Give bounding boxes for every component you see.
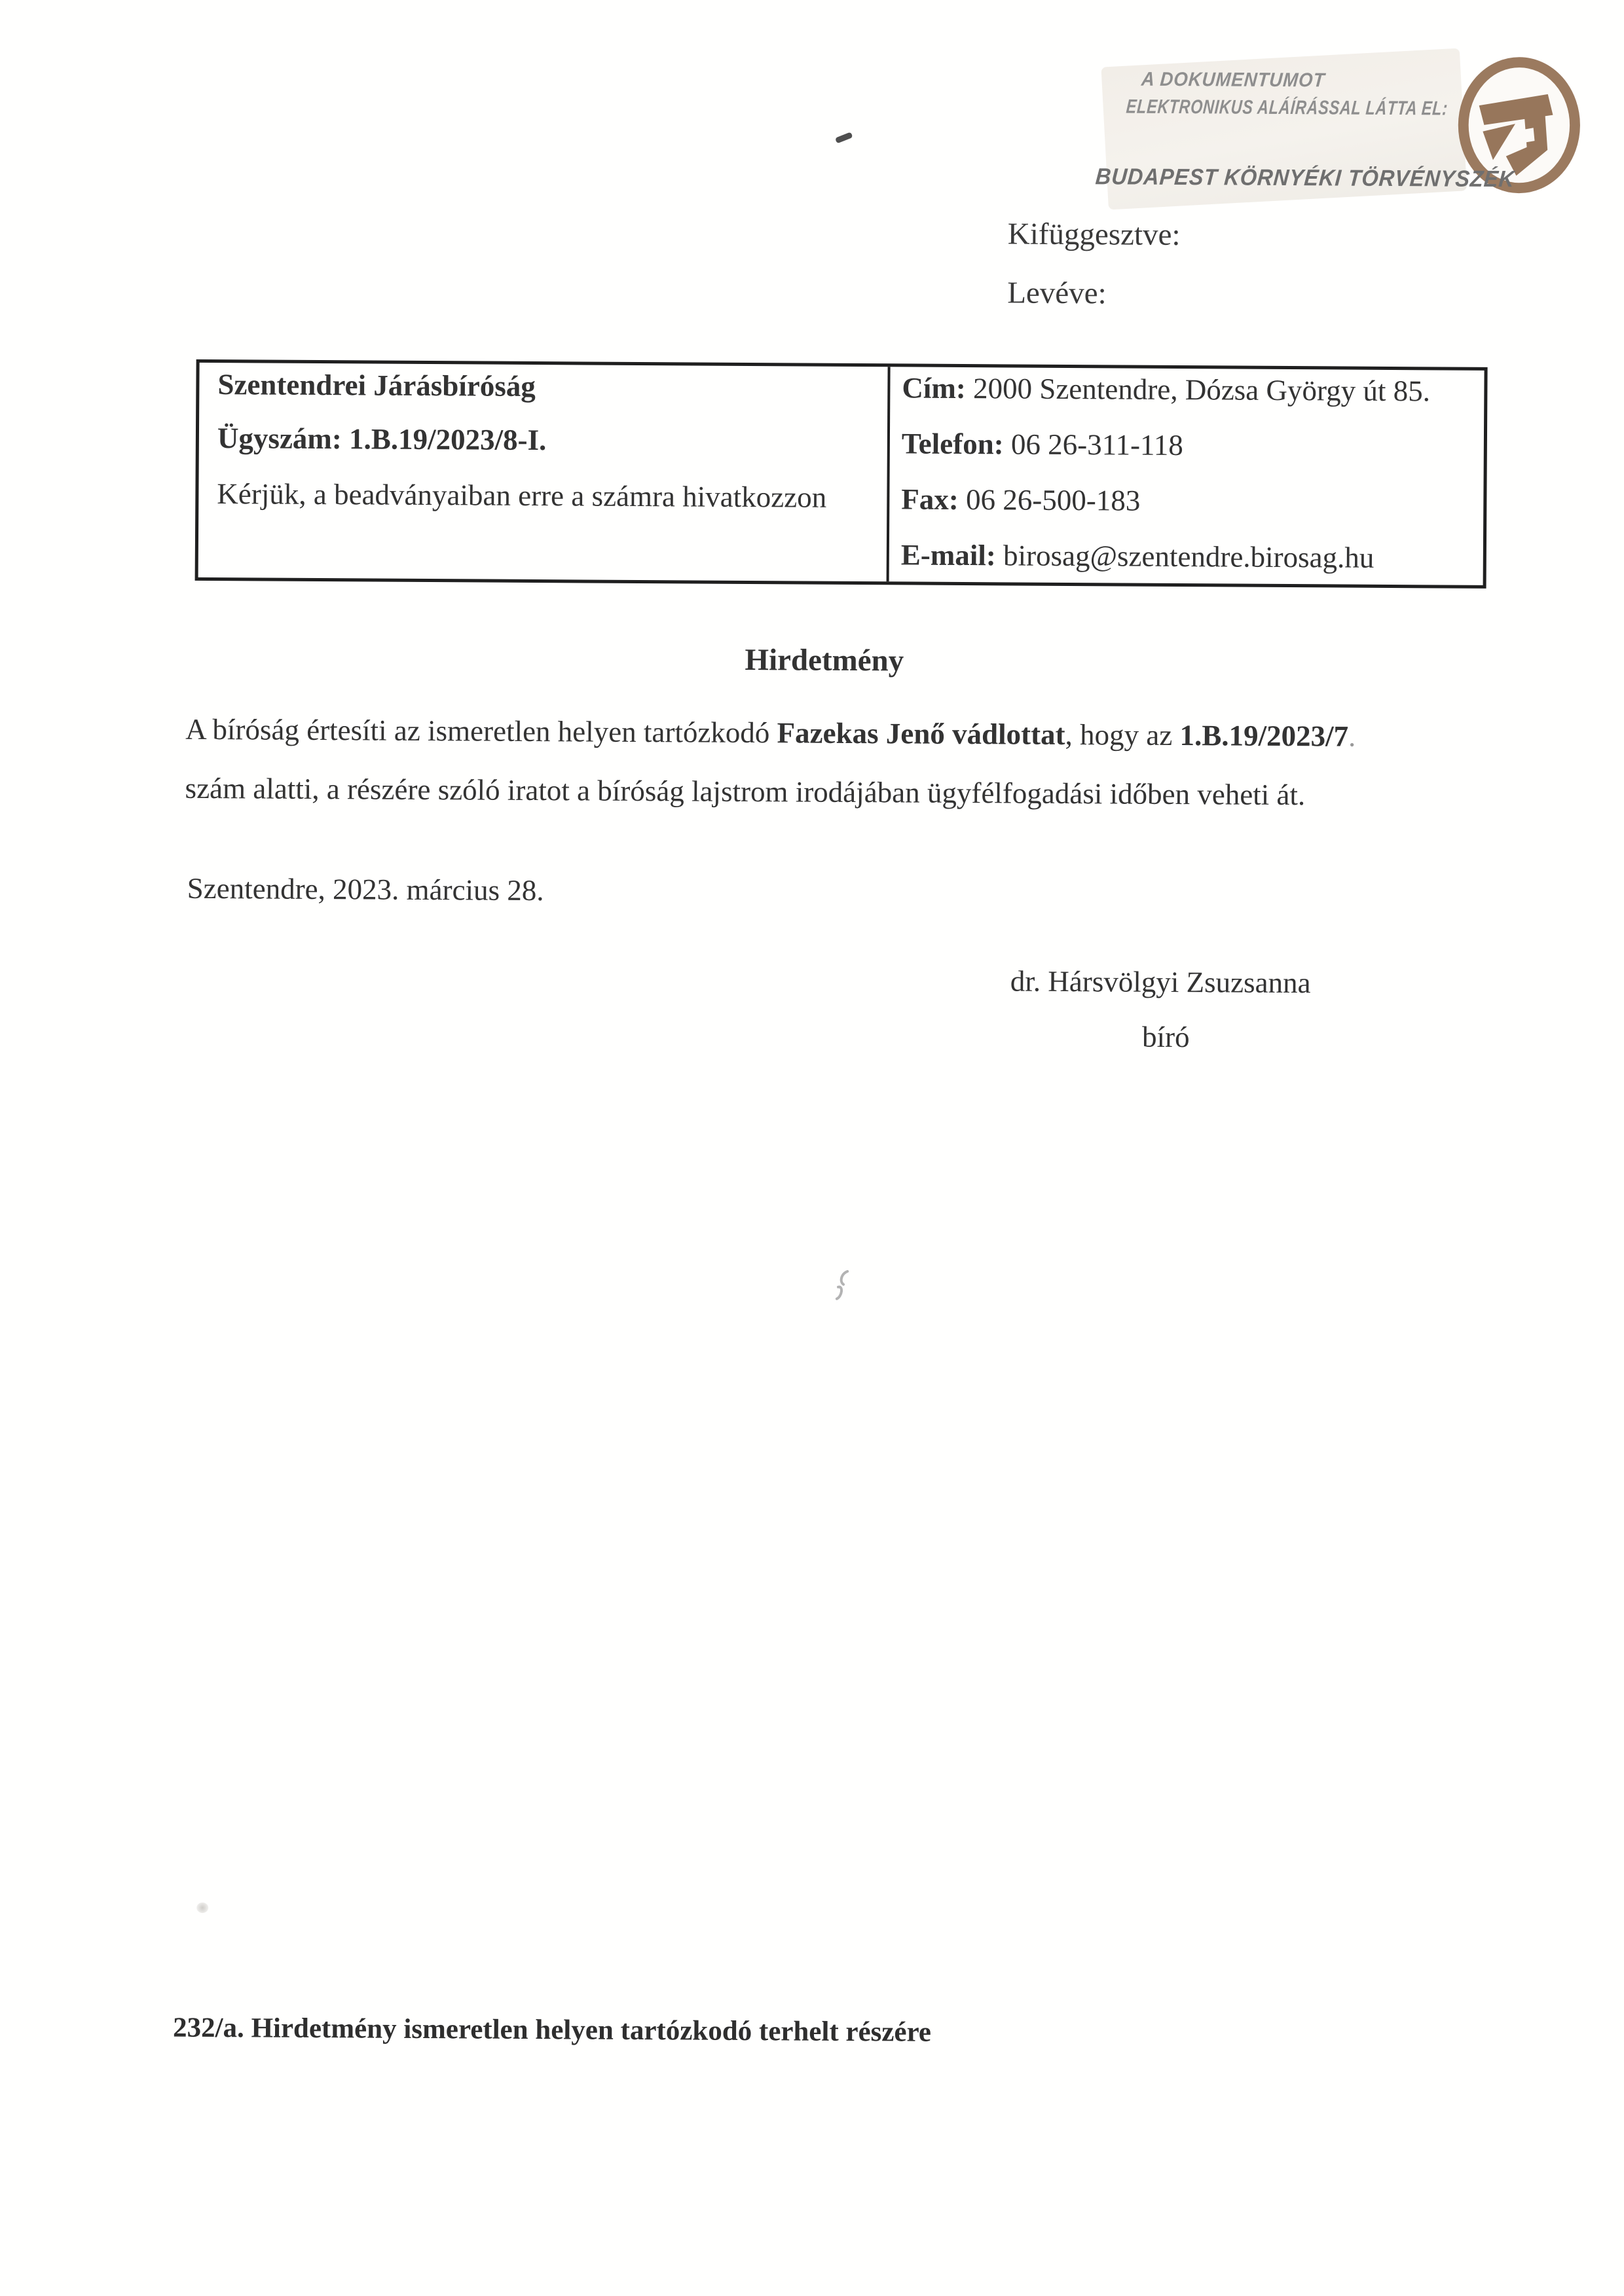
posted-label: Kifüggesztve: xyxy=(1007,217,1181,253)
email-value: birosag@szentendre.birosag.hu xyxy=(995,539,1375,574)
address-label: Cím: xyxy=(902,371,967,405)
scan-artifact-speck xyxy=(196,1903,208,1913)
contact-row-address xyxy=(902,371,1430,409)
court-info-right-cell xyxy=(892,367,1485,585)
email-label: E-mail: xyxy=(900,538,996,572)
document-number: 1.B.19/2023/7 xyxy=(1179,719,1349,753)
notice-title: Hirdetmény xyxy=(745,642,904,678)
body-seg-1: A bíróság értesíti az ismeretlen helyen tartózkodó xyxy=(185,712,777,750)
form-reference: 232/a. Hirdetmény ismeretlen helyen tartózkodó terhelt részére xyxy=(172,2012,932,2048)
body-seg-3: , hogy az xyxy=(1065,718,1180,752)
scan-artifact-dash xyxy=(835,132,853,143)
court-name: Szentendrei Járásbíróság xyxy=(217,368,536,403)
contact-row-email xyxy=(901,538,1375,575)
notice-body-line-2: szám alatti, a részére szóló iratot a bíróság lajstrom irodájában ügyfélfogadási időben veheti át. xyxy=(185,771,1306,812)
court-info-table xyxy=(195,359,1488,589)
stamp-line-1: A DOKUMENTUMOT xyxy=(1140,68,1326,92)
signer-title: bíró xyxy=(1141,1020,1190,1054)
removed-label: Levéve: xyxy=(1007,276,1107,311)
contact-row-phone xyxy=(902,427,1183,462)
fax-value: 06 26-500-183 xyxy=(958,483,1141,517)
phone-value: 06 26-311-118 xyxy=(1003,428,1184,462)
phone-label: Telefon: xyxy=(901,427,1004,461)
reference-note: Kérjük, a beadványaiban erre a számra hivatkozzon xyxy=(217,477,827,514)
fax-label: Fax: xyxy=(901,483,959,516)
body-seg-5: . xyxy=(1348,720,1356,753)
case-number: Ügyszám: 1.B.19/2023/8-I. xyxy=(217,422,547,457)
scan-artifact-squiggle xyxy=(833,1267,853,1304)
date-line: Szentendre, 2023. március 28. xyxy=(187,871,544,907)
defendant-name: Fazekas Jenő vádlottat xyxy=(777,716,1065,751)
contact-row-fax xyxy=(901,483,1140,518)
stamp-line-2: ELEKTRONIKUS ALÁÍRÁSSAL LÁTTA EL: xyxy=(1125,96,1449,120)
stamp-line-3: BUDAPEST KÖRNYÉKI TÖRVÉNYSZÉK xyxy=(1094,164,1516,192)
address-value: 2000 Szentendre, Dózsa György út 85. xyxy=(965,372,1431,408)
signer-name: dr. Hársvölgyi Zsuzsanna xyxy=(1010,964,1311,1000)
court-info-left-cell xyxy=(198,363,891,581)
notice-body-line-1 xyxy=(185,713,1356,754)
